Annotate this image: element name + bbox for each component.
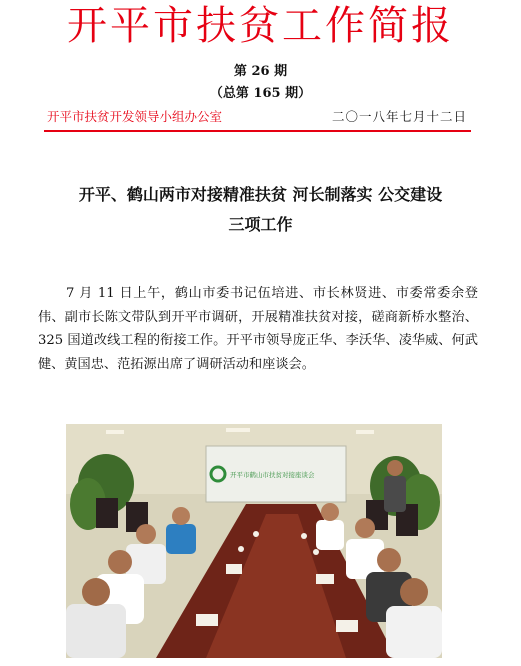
meeting-photo: [66, 424, 442, 658]
issue-number: 第 26 期: [233, 64, 288, 79]
red-divider: [44, 130, 471, 132]
meeting-photo-illustration: [66, 424, 442, 658]
headline-line-1: 开平、鹤山两市对接精准扶贫 河长制落实 公交建设: [78, 185, 443, 204]
backdrop-banner-text: 开平市鹤山市扶贫对接座谈会: [230, 471, 315, 479]
issue-date: 二〇一八年七月十二日: [331, 109, 467, 124]
office-line: [47, 109, 467, 125]
issuing-office: 开平市扶贫开发领导小组办公室: [47, 109, 223, 124]
article-headline: [30, 180, 491, 240]
masthead-title: 开平市扶贫工作简报: [67, 3, 454, 49]
issue-total-number: （总第 165 期）: [209, 86, 312, 101]
article-body: 7 月 11 日上午，鹤山市委书记伍培进、市长林贤进、市委常委余登伟、副市长陈文带队到开平市调研，开展精准扶贫对接，磋商新桥水整治、325 国道改线工程的衔接工作。开平市领导庞正华、李沃华、凌华威、何武健、黄国忠、范拓源出席了调研活动和座谈会。: [38, 286, 478, 372]
headline-line-2: 三项工作: [228, 215, 293, 234]
